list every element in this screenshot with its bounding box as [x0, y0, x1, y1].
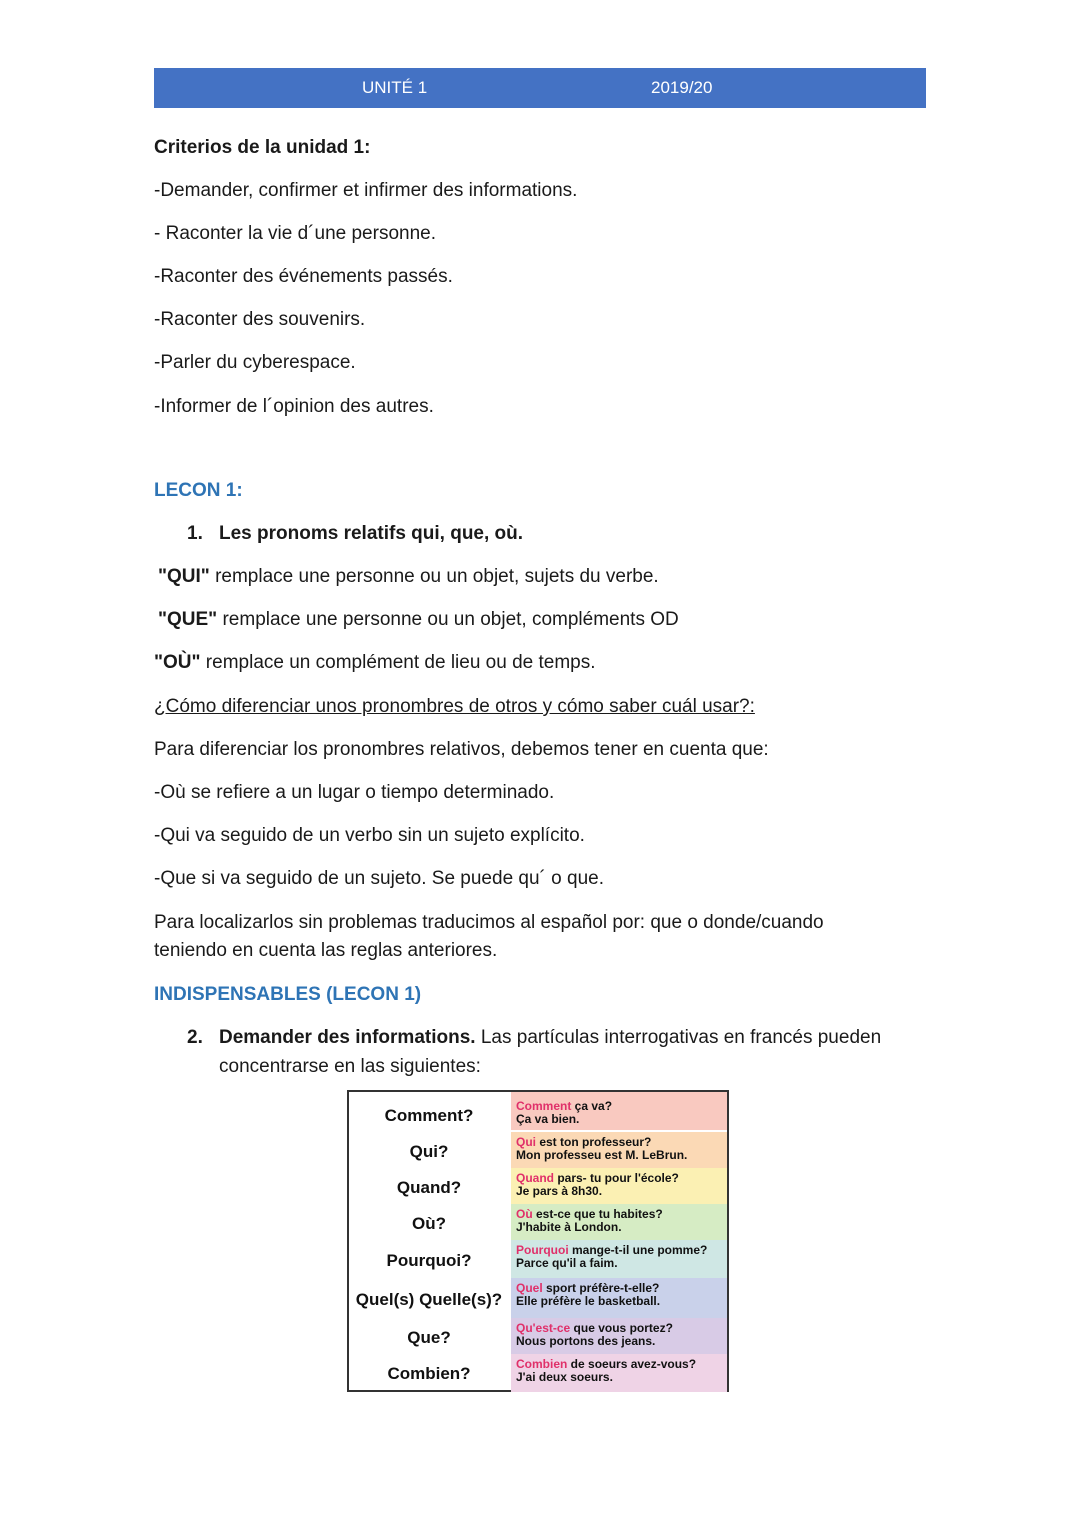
- interrogative-word: Pourquoi?: [386, 1251, 472, 1270]
- example-answer: J'ai deux soeurs.: [516, 1370, 613, 1384]
- rule-text: remplace une personne ou un objet, compléments OD: [217, 609, 679, 630]
- example-answer: Parce qu'il a faim.: [516, 1256, 618, 1270]
- criteria-item: -Raconter des événements passés.: [154, 266, 453, 287]
- translate-text-line1: Para localizarlos sin problemas traducimos al español por: que o donde/cuando: [154, 912, 824, 933]
- rule-text: remplace un complément de lieu ou de temps.: [200, 652, 596, 673]
- example-question-rest: sport préfère-t-elle?: [542, 1281, 660, 1295]
- interrogative-word: Qui?: [409, 1142, 449, 1161]
- rule-ou: [154, 652, 596, 674]
- interrogative-word: Comment?: [384, 1106, 474, 1125]
- point-1-heading: [187, 523, 523, 545]
- explanation-item: -Qui va seguido de un verbo sin un sujeto explícito.: [154, 825, 585, 846]
- point-2-number: 2.: [187, 1027, 203, 1048]
- rule-term: "OÙ": [154, 652, 201, 673]
- example-answer: Elle préfère le basketball.: [516, 1294, 661, 1308]
- translate-text-line2: teniendo en cuenta las reglas anteriores.: [154, 940, 498, 961]
- interrogative-word: Que?: [407, 1328, 451, 1347]
- example-answer: J'habite à London.: [516, 1220, 622, 1234]
- criteria-item: -Demander, confirmer et infirmer des informations.: [154, 180, 578, 201]
- point-2-text-line2: concentrarse en las siguientes:: [219, 1056, 481, 1077]
- example-question-rest: pars- tu pour l'école?: [554, 1171, 679, 1185]
- rule-term: "QUI": [158, 566, 210, 587]
- rule-qui: [158, 566, 659, 588]
- example-question-keyword: Pourquoi: [516, 1243, 569, 1257]
- point-1-number: 1.: [187, 523, 203, 544]
- example-question-rest: mange-t-il une pomme?: [568, 1243, 708, 1257]
- interrogative-word: Quel(s) Quelle(s)?: [355, 1290, 503, 1309]
- example-text: [516, 1172, 679, 1198]
- example-question-rest: que vous portez?: [570, 1321, 673, 1335]
- interrogative-word: Où?: [412, 1214, 446, 1233]
- example-answer: Je pars à 8h30.: [516, 1184, 603, 1198]
- example-text: [516, 1136, 687, 1162]
- example-answer: Mon professeu est M. LeBrun.: [516, 1148, 688, 1162]
- point-2-heading: [187, 1027, 881, 1049]
- table-row: [349, 1280, 727, 1320]
- example-text: [516, 1100, 612, 1126]
- rule-term: "QUE": [158, 609, 218, 630]
- example-text: [516, 1358, 696, 1384]
- table-row: [349, 1206, 727, 1242]
- point-2-title: Demander des informations.: [219, 1027, 476, 1048]
- point-2-text: Las partículas interrogativas en francés pueden: [475, 1027, 882, 1048]
- question-heading: ¿Cómo diferenciar unos pronombres de otros y cómo saber cuál usar?:: [154, 696, 755, 717]
- example-text: [516, 1282, 660, 1308]
- header-year: 2019/20: [651, 78, 713, 97]
- header-bar: [154, 68, 926, 108]
- interrogative-word: Combien?: [387, 1364, 471, 1383]
- example-question-keyword: Comment: [516, 1099, 572, 1113]
- table-row: [349, 1242, 727, 1280]
- lecon-title: LECON 1:: [154, 480, 243, 501]
- table-row: [349, 1356, 727, 1392]
- example-text: [516, 1322, 673, 1348]
- table-row: [349, 1098, 727, 1134]
- criteria-item: -Informer de l´opinion des autres.: [154, 396, 434, 417]
- rule-que: [158, 609, 679, 631]
- example-answer: Nous portons des jeans.: [516, 1334, 656, 1348]
- example-question-rest: est ton professeur?: [536, 1135, 652, 1149]
- criteria-item: - Raconter la vie d´une personne.: [154, 223, 436, 244]
- explanation-item: -Où se refiere a un lugar o tiempo determinado.: [154, 782, 555, 803]
- example-question-keyword: Où: [516, 1207, 533, 1221]
- table-row: [349, 1170, 727, 1206]
- indispensables-title: INDISPENSABLES (LECON 1): [154, 984, 422, 1005]
- intro-text: Para diferenciar los pronombres relativos, debemos tener en cuenta que:: [154, 739, 769, 760]
- example-text: [516, 1244, 707, 1270]
- example-text: [516, 1208, 663, 1234]
- criteria-title: Criterios de la unidad 1:: [154, 137, 371, 158]
- criteria-item: -Parler du cyberespace.: [154, 352, 356, 373]
- example-question-keyword: Quand: [516, 1171, 554, 1185]
- example-answer: Ça va bien.: [516, 1112, 580, 1126]
- example-question-keyword: Qui: [516, 1135, 536, 1149]
- example-question-rest: est-ce que tu habites?: [532, 1207, 663, 1221]
- header-unit: UNITÉ 1: [362, 78, 428, 97]
- explanation-item: -Que si va seguido de un sujeto. Se puede qu´ o que.: [154, 868, 604, 889]
- table-row: [349, 1320, 727, 1356]
- example-question-keyword: Quel: [516, 1281, 543, 1295]
- criteria-item: -Raconter des souvenirs.: [154, 309, 366, 330]
- interrogative-word: Quand?: [396, 1178, 462, 1197]
- rule-text: remplace une personne ou un objet, sujets du verbe.: [209, 566, 659, 587]
- example-question-rest: ça va?: [571, 1099, 613, 1113]
- example-question-keyword: Combien: [516, 1357, 568, 1371]
- example-question-rest: de soeurs avez-vous?: [567, 1357, 697, 1371]
- example-question-keyword: Qu'est-ce: [516, 1321, 571, 1335]
- interrogatives-table: [347, 1090, 729, 1392]
- table-row: [349, 1134, 727, 1170]
- point-1-title: Les pronoms relatifs qui, que, où.: [219, 523, 524, 544]
